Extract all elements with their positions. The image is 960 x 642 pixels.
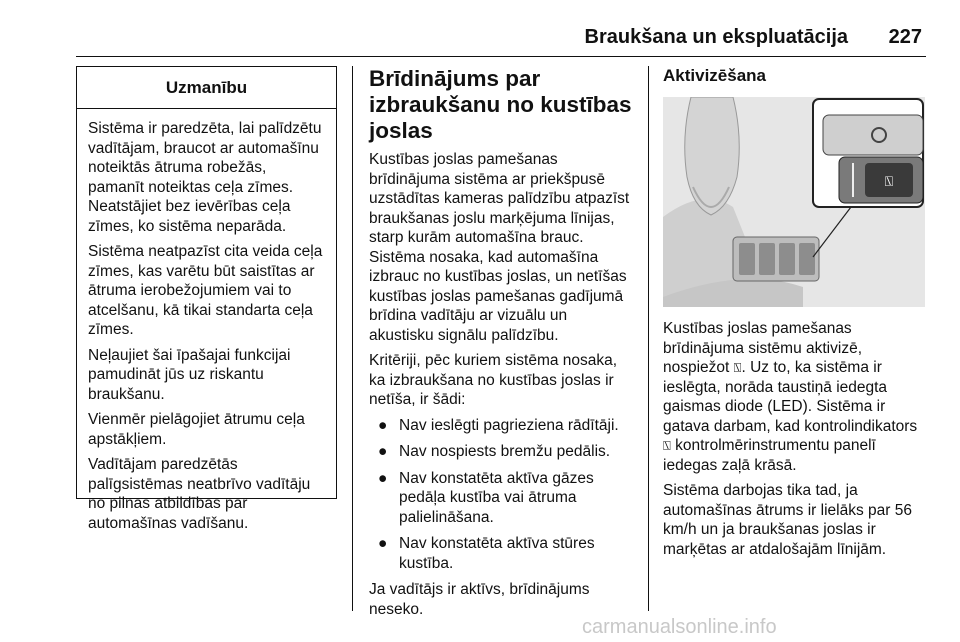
column-divider: [648, 66, 649, 611]
header-rule: [76, 56, 926, 57]
warning-paragraph: Sistēma neatpazīst cita veida ceļa zīmes, kas varētu būt saistītas ar ātruma ierobežojumiem vai to atcelšanu, kā tikai standarta ceļa zīmes.: [88, 243, 323, 338]
bullet-icon: ●: [378, 469, 388, 487]
warning-box: [76, 66, 337, 532]
lane-departure-indicator-icon: ⍂: [663, 438, 671, 453]
activation-text: kontrolmērinstrumentu panelī iedegas zaļā krāsā.: [663, 437, 876, 474]
warning-paragraph: Vienmēr pielāgojiet ātrumu ceļa apstākļiem.: [88, 411, 305, 448]
list-item: [369, 442, 635, 462]
column-divider: [352, 66, 353, 611]
list-item-text: Nav ieslēgti pagrieziena rādītāji.: [399, 416, 619, 434]
switch-panel: [733, 237, 819, 281]
bullet-icon: ●: [378, 416, 388, 434]
lane-departure-section: [369, 66, 635, 625]
warning-paragraph: Neļaujiet šai īpašajai funkcijai pamudināt jūs uz riskantu braukšanu.: [88, 346, 291, 403]
driver-active-note: Ja vadītājs ir aktīvs, brīdinājums neseko.: [369, 581, 590, 618]
list-item: [369, 416, 635, 436]
lane-departure-icon: ⍂: [884, 174, 894, 190]
page-number: 227: [888, 26, 922, 48]
warning-paragraph: Vadītājam paredzētās palīgsistēmas neatbrīvo vadītāju no pilnas atbildības par automašīnas vadīšanu.: [88, 456, 311, 532]
warning-title: Uzmanību: [77, 67, 336, 109]
activation-title: Aktivizēšana: [663, 66, 766, 85]
activation-section: [663, 66, 925, 565]
bullet-icon: ●: [378, 443, 388, 460]
lane-departure-button-icon: ⍂: [733, 360, 742, 375]
section-intro: Kustības joslas pamešanas brīdinājuma sistēma ar priekšpusē uzstādītas kameras palīdzību atpazīst braukšanas joslu marķējuma līnijas, starp kurām automašīna brauc. Sistēma nosaka, kad automašīna izbrauc no kustības joslas, un netīšas kustības joslas pamešanas gadījumā brīdina vadītāju ar vizuālu un akustisku signālu palīdzību.: [369, 151, 630, 344]
criteria-intro: Kritēriji, pēc kuriem sistēma nosaka, ka izbraukšana no kustības joslas ir netīša, ir šādi:: [369, 352, 618, 408]
warning-body: [77, 109, 336, 533]
criteria-list: [369, 416, 635, 574]
console-drawing: [663, 97, 925, 307]
activation-text: . Uz to, ka sistēma ir ieslēgta, norāda taustiņā iedegta gaismas diode (LED). Sistēma ir gatava darbam, kad kontrolindikators: [663, 359, 918, 435]
warning-paragraph: Sistēma ir paredzēta, lai palīdzētu vadītājam, braucot ar automašīnu noteiktās ātruma robežās, pamanīt noteiktas ceļa zīmes. Neatstājiet bez ievērības ceļa zīmes, ko sistēma neparāda.: [88, 120, 322, 235]
list-item: [369, 534, 635, 573]
watermark: carmanualsonline.info: [582, 616, 777, 638]
section-title: Brīdinājums par izbraukšanu no kustības joslas: [369, 66, 632, 143]
center-console-illustration: [663, 97, 925, 307]
activation-text: Kustības joslas pamešanas brīdinājuma sistēmu aktivizē, nospiežot: [663, 320, 862, 376]
activation-paragraph: [663, 319, 925, 475]
page-header: [0, 26, 960, 56]
bullet-icon: ●: [378, 535, 388, 552]
list-item-text: Nav konstatēta aktīva stūres kustība.: [399, 535, 595, 572]
list-item-text: Nav konstatēta aktīva gāzes pedāļa kustība vai ātruma palielināšana.: [399, 469, 594, 526]
operating-conditions: Sistēma darbojas tika tad, ja automašīnas ātrums ir lielāks par 56 km/h un ja braukšanas joslas ir marķētas ar atdalošajām līnijām.: [663, 482, 912, 558]
list-item: [369, 469, 635, 528]
list-item-text: Nav nospiests bremžu pedālis.: [399, 443, 611, 460]
running-title: Braukšana un ekspluatācija: [584, 26, 848, 48]
